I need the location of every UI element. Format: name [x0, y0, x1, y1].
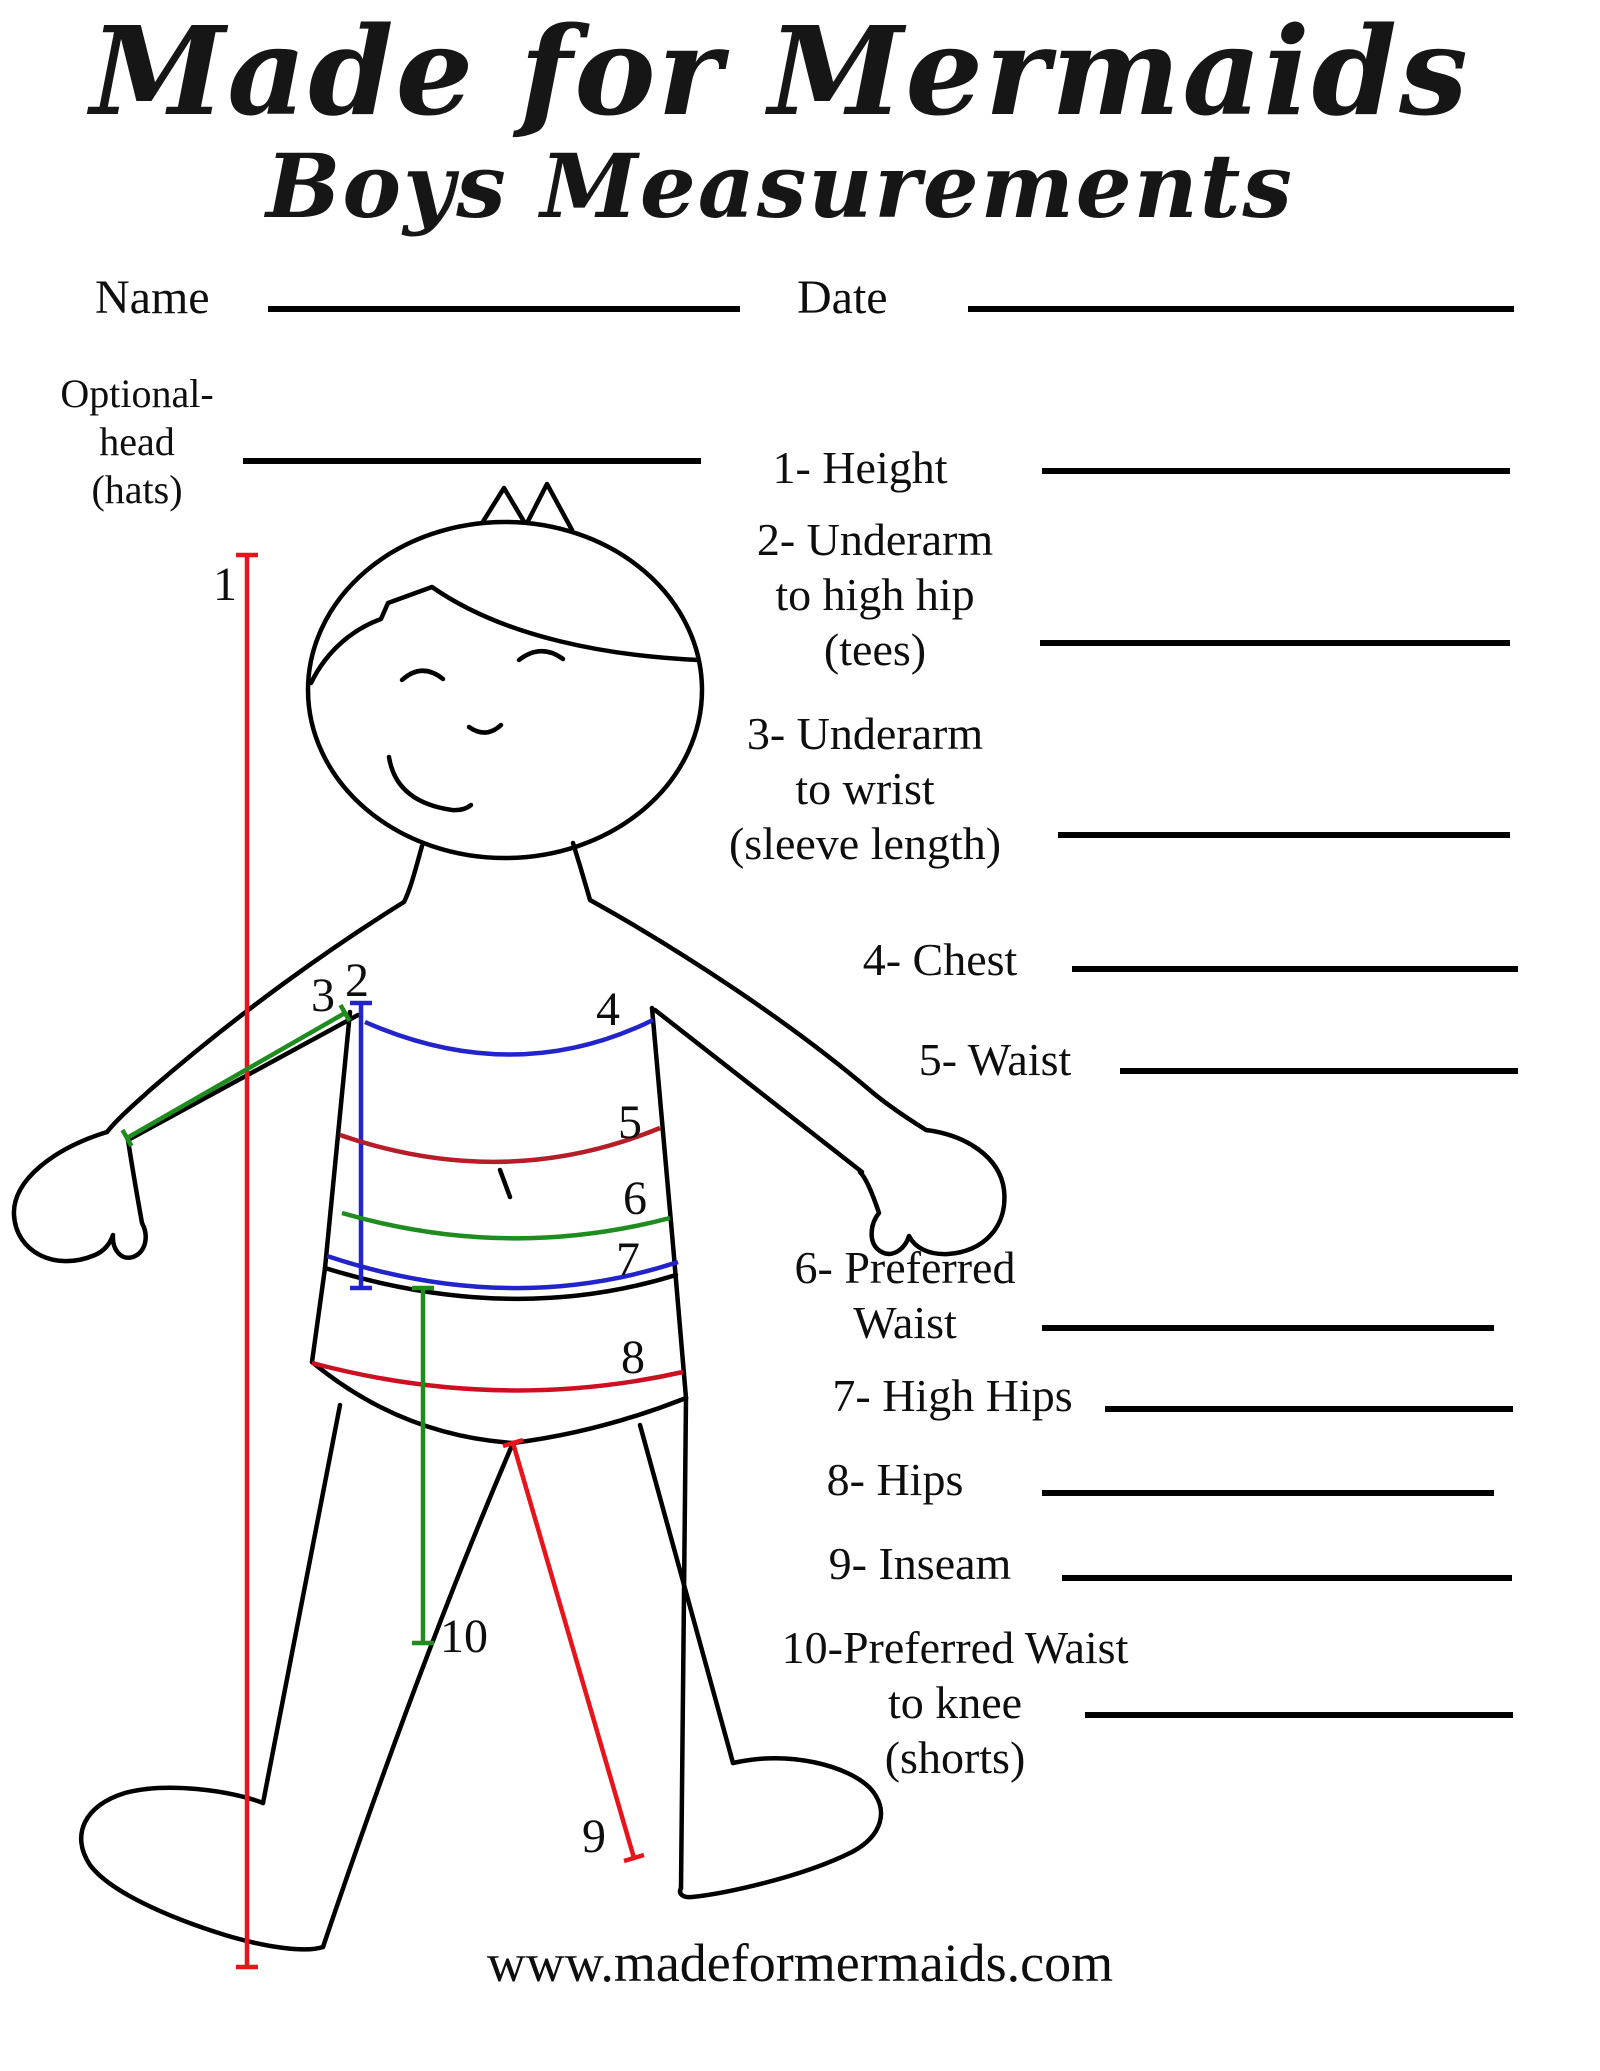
measurement-item-line: (shorts): [884, 1732, 1026, 1783]
measurement-item-line: to high hip: [775, 569, 975, 620]
date-blank-line: [968, 306, 1514, 312]
right-hand-outline: [860, 1130, 1004, 1254]
measurement-item-line: 3- Underarm: [746, 708, 984, 759]
waist-to-knee-blank-line: [1085, 1712, 1513, 1718]
right-shoe-outline: [680, 1758, 881, 1897]
marker-6: 6: [623, 1172, 647, 1225]
marker-2: 2: [345, 954, 369, 1007]
shorts-left-edge: [312, 1268, 325, 1362]
measurement-item-line: Waist: [853, 1297, 957, 1348]
measurement-item-line: 1- Height: [772, 442, 948, 493]
inseam-measure-line: [503, 1440, 644, 1861]
right-neck-arm-outline: [573, 843, 926, 1130]
website-url: www.madeformermaids.com: [486, 1933, 1114, 1993]
page-subtitle: Boys Measurements: [266, 134, 1294, 238]
left-shoe-outline: [81, 1788, 323, 1950]
marker-8: 8: [621, 1331, 645, 1384]
height-measure-line: [236, 555, 258, 1967]
marker-5: 5: [618, 1096, 642, 1149]
waist-to-knee-measure-line: [412, 1288, 434, 1643]
marker-3: 3: [311, 969, 335, 1022]
boy-figure-illustration: [0, 480, 1040, 1980]
measurement-item-line: 10-Preferred Waist: [781, 1622, 1129, 1673]
measurement-item-line: (sleeve length): [728, 818, 1002, 869]
navel: [500, 1170, 510, 1197]
marker-4: 4: [596, 983, 620, 1036]
marker-9: 9: [582, 1810, 606, 1863]
head-outline: [308, 522, 702, 858]
torso-right-edge: [652, 1008, 686, 1398]
waist-measure-line: [340, 1128, 660, 1162]
measurement-item-line: 9- Inseam: [828, 1538, 1012, 1589]
measurement-item-line: 5- Waist: [918, 1034, 1072, 1085]
hips-blank-line: [1042, 1490, 1494, 1496]
measurement-item-line: 6- Preferred: [794, 1242, 1016, 1293]
name-label: Name: [95, 271, 210, 324]
optional-head-blank-line: [243, 458, 701, 464]
high-hips-blank-line: [1105, 1406, 1513, 1412]
measurement-item-line: to wrist: [795, 763, 935, 814]
underarm-wrist-blank-line: [1058, 832, 1510, 838]
right-arm-underside: [655, 1010, 862, 1172]
date-label: Date: [797, 271, 888, 324]
optional-head-line3: (hats): [91, 467, 183, 512]
measurement-item-line: 4- Chest: [862, 934, 1018, 985]
left-hand-outline: [14, 1132, 146, 1261]
name-blank-line: [268, 306, 740, 312]
underarm-high-hip-blank-line: [1040, 640, 1510, 646]
left-leg-inner: [323, 1443, 513, 1947]
measurement-item-line: (tees): [823, 624, 927, 675]
left-neck-arm-outline: [107, 846, 422, 1132]
marker-10: 10: [440, 1610, 488, 1663]
height-blank-line: [1042, 468, 1510, 474]
left-leg-outer: [263, 1405, 340, 1803]
optional-head-line2: head: [99, 419, 175, 464]
optional-head-line1: Optional-: [60, 371, 214, 416]
measurement-item-line: 2- Underarm: [756, 514, 994, 565]
inseam-blank-line: [1062, 1575, 1512, 1581]
marker-1: 1: [213, 558, 237, 611]
measurement-item-line: 7- High Hips: [832, 1370, 1073, 1421]
measurement-item-line: 8- Hips: [826, 1454, 964, 1505]
marker-7: 7: [616, 1233, 640, 1286]
waist-blank-line: [1120, 1068, 1518, 1074]
measurement-item-line: to knee: [887, 1677, 1023, 1728]
chest-blank-line: [1072, 966, 1518, 972]
preferred-waist-blank-line: [1042, 1325, 1494, 1331]
torso-left-edge: [325, 1012, 350, 1268]
right-leg-outer: [681, 1398, 686, 1888]
page-title: Made for Mermaids: [90, 0, 1470, 143]
